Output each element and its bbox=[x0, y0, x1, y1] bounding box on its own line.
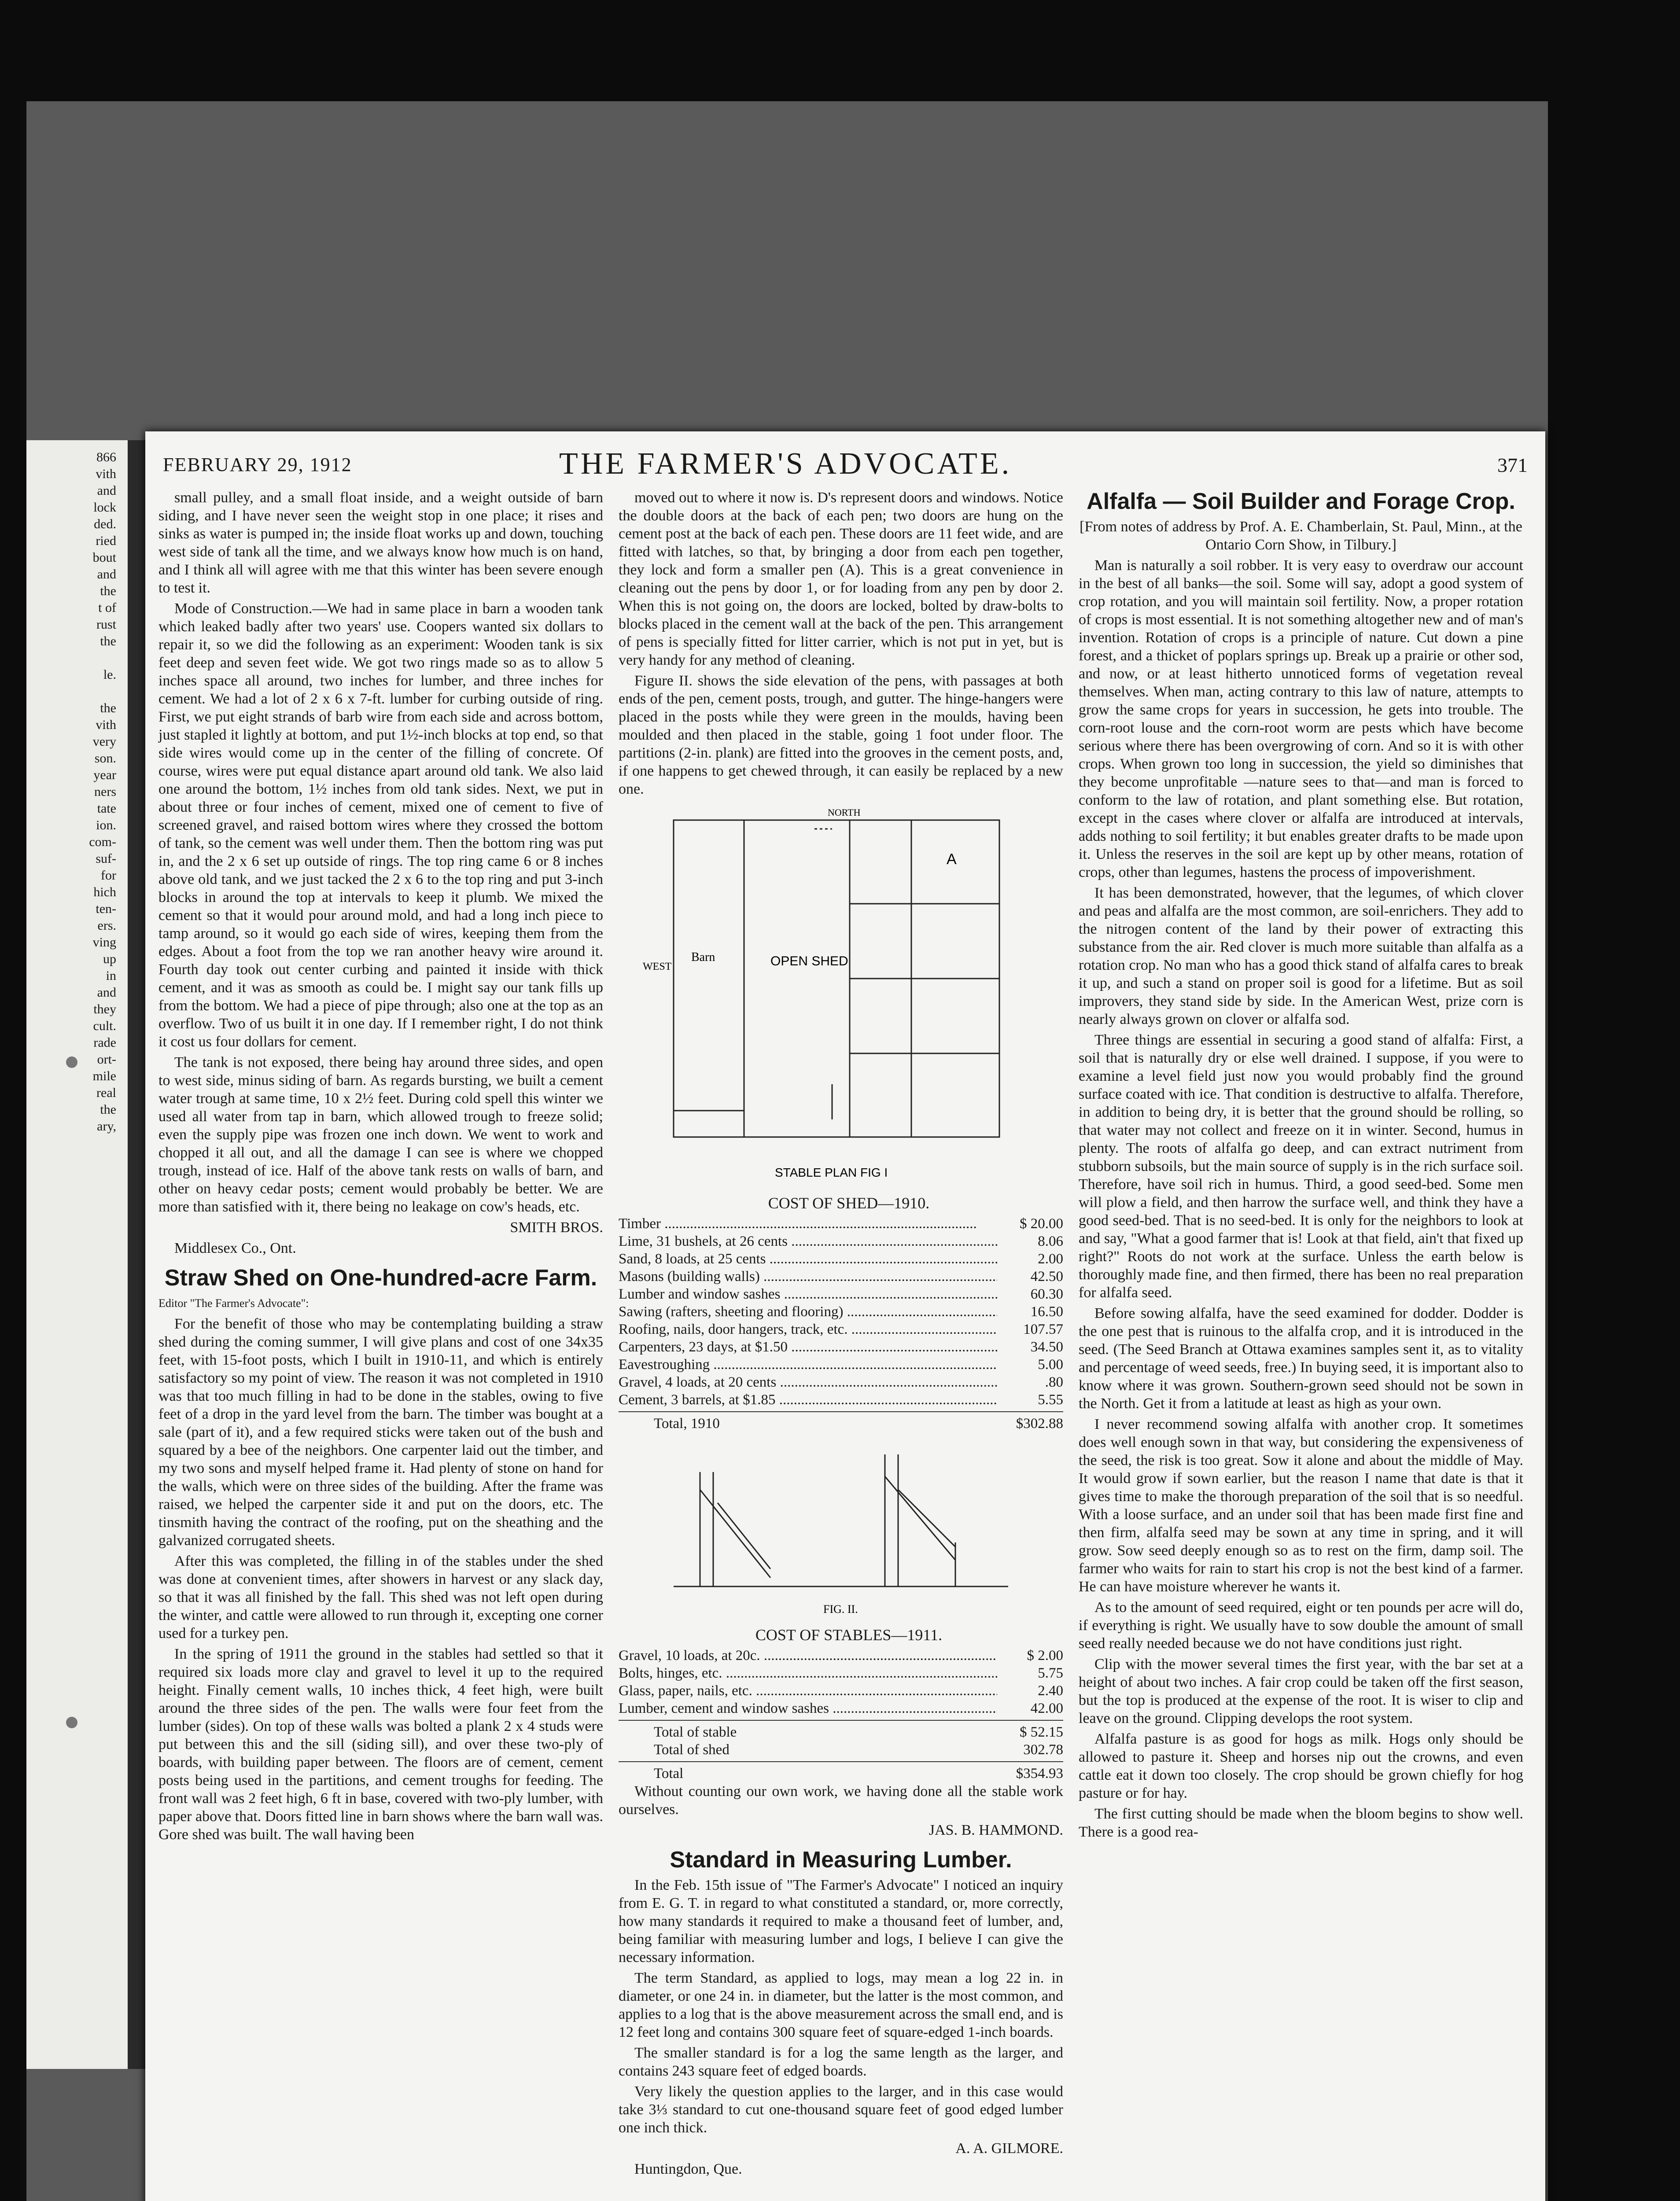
previous-page-fragment: ort- bbox=[97, 1052, 116, 1067]
article-paragraph: The tank is not exposed, there being hay around three sides, and open to west side, minus siding of barn. As regards bursting, we built a cement water trough at same time, 10 x 2½ feet. During cold spell this winter we used all water from tap in barn, which allowed trough to freeze solid; even the supply pipe was frozen one inch down. We went to work and chopped it all out, and all the damage I can see is where we chopped trough, instead of ice. Half of the above tank rests on walls of barn, and other on heavy cedar posts; cement would probably be better. We are more than satisfied with it, there being no leakage on cow's heads, etc. bbox=[158, 1054, 603, 1215]
column-1 bbox=[158, 489, 603, 1846]
cost-row bbox=[619, 1268, 1063, 1285]
previous-page-fragment: mile bbox=[92, 1069, 116, 1083]
open-shed-label: OPEN SHED bbox=[770, 954, 848, 968]
cost-label: Bolts, hinges, etc. ..... bbox=[619, 1664, 997, 1682]
cost-label: Carpenters, 23 days, at $1.50 ..... bbox=[619, 1338, 997, 1356]
cost-total-value: $354.93 bbox=[1016, 1766, 1063, 1781]
cost-row bbox=[619, 1321, 1063, 1338]
cost-total-row bbox=[619, 1411, 1063, 1432]
cost-label: Gravel, 4 loads, at 20 cents ..... bbox=[619, 1373, 997, 1391]
book-gutter bbox=[128, 440, 145, 2069]
header-title: THE FARMER'S ADVOCATE. bbox=[559, 447, 1012, 481]
previous-page-fragment: le. bbox=[103, 667, 116, 682]
cost-row bbox=[619, 1391, 1063, 1409]
binding-hole-icon bbox=[66, 1717, 77, 1728]
cost-row bbox=[619, 1700, 1063, 1717]
cost-total-label: Total, 1910 bbox=[654, 1416, 720, 1432]
cost-label: Masons (building walls) ..... bbox=[619, 1268, 997, 1285]
cost-value: 2.40 bbox=[1038, 1683, 1063, 1699]
article-paragraph: Three things are essential in securing a good stand of alfalfa: First, a soil that is naturally dry or else well drained. I suppose, if you were to examine a level field just now you would probably find the ground surface coated with ice. That condition is destructive to alfalfa. Therefore, in addition to being dry, it is better that the ground should be rolling, so that water may not collect and freeze on it in winter. Second, humus in plenty. The roots of alfalfa go deep, and can extract nutriment from stubborn subsoils, but the main source of supply is in the rich surface soil. Therefore, have soil rich in humus. Third, a good seed-bed. Some men will plow a field, and then harrow the surface well, and think they have a good seed-bed. That is no seed-bed. It is only for the neighbors to look at and say, "What a good farmer that is! Look at that field, ain't that fixed up right?" Roots do not work at the surface. Unless the earth below is thoroughly made fine, and then firmed, there has been no real preparation for alfalfa seed. bbox=[1079, 1032, 1523, 1301]
article-paragraph: The first cutting should be made when the bloom begins to show well. There is a good rea- bbox=[1079, 1806, 1523, 1840]
stable-plan-drawing bbox=[638, 802, 1043, 1190]
cost-label: Timber ..... bbox=[619, 1215, 997, 1233]
previous-page-fragment: rade bbox=[93, 1035, 116, 1050]
stable-plan-figure bbox=[638, 802, 1043, 1190]
cost-label: Sand, 8 loads, at 25 cents ..... bbox=[619, 1250, 997, 1268]
header-date: FEBRUARY 29, 1912 bbox=[163, 454, 352, 475]
previous-page-fragment: ving bbox=[92, 935, 116, 950]
previous-page-fragment: ary, bbox=[97, 1119, 116, 1134]
article-intro: [From notes of address by Prof. A. E. Chamberlain, St. Paul, Minn., at the Ontario Corn Show, in Tilbury.] bbox=[1079, 519, 1522, 553]
cost-row bbox=[619, 1233, 1063, 1250]
cost-value: 16.50 bbox=[1030, 1304, 1063, 1320]
previous-page-fragment: ried bbox=[96, 534, 116, 548]
previous-page-fragment: vith bbox=[96, 718, 116, 732]
signature: A. A. GILMORE. bbox=[955, 2140, 1063, 2157]
previous-page-fragment: t of bbox=[98, 600, 116, 615]
previous-page-fragment: ded. bbox=[94, 517, 116, 531]
previous-page-fragment: and bbox=[97, 567, 116, 582]
article-paragraph: Alfalfa pasture is as good for hogs as milk. Hogs only should be allowed to pasture it. Sheep and horses nip out the crowns, and even cattle eat it down too closely. The crop should be grown chiefly for hog pasture or for hay. bbox=[1079, 1731, 1523, 1801]
cost-table-shed bbox=[619, 1215, 1063, 1409]
previous-page-fragment: tate bbox=[97, 801, 116, 816]
previous-page-fragment: suf- bbox=[96, 851, 116, 866]
cost-value: 60.30 bbox=[1030, 1286, 1063, 1302]
previous-page-fragment: ers. bbox=[97, 918, 116, 933]
article-paragraph: Man is naturally a soil robber. It is very easy to overdraw our account in the best of all banks—the soil. Some will say, adopt a good system of crop rotation, and you will maintain soil fertility. Now, a proper rotation of crops is most essential. It is not something altogether new and of man's invention. Rotation of crops is a principle of nature. Cut down a pine forest, and a thicket of poplars springs up. Break up a prairie or other sod, and now, or at least hitherto unnoticed forms of vegetation reveal themselves. When man, acting contrary to this law of nature, attempts to grow the same crops for years in succession, he gets into trouble. The corn-root louse and the corn-root worm are pests which have become serious where there has been overgrowing of corn. And so it is with other crops. When grown too long in succession, the yield so diminishes that they become unprofitable —nature sees to that—and man is forced to conform to the law of rotation, and plant something else. But rotation, except in the cases where clover or alfalfa are introduced at intervals, adds nothing to soil fertility; it but enables greater drafts to be made upon it. Unless the reserves in the soil are kept up by other means, rotation of crops, other than legumes, hastens the process of impoverishment. bbox=[1079, 557, 1523, 880]
newspaper-page bbox=[145, 431, 1545, 2201]
previous-page-fragment: and bbox=[97, 483, 116, 498]
cost-row bbox=[619, 1250, 1063, 1268]
side-elevation-drawing bbox=[638, 1437, 1043, 1622]
cost-value: .80 bbox=[1045, 1374, 1063, 1390]
cost-label: Lumber and window sashes ..... bbox=[619, 1285, 997, 1303]
article-paragraph: After this was completed, the filling in of the stables under the shed was done at convenient times, after showers in harvest or any slack day, so that it was all finished by the fall. This shed was not left open during the winter, and cattle were allowed to run through it, excepting one corner used for a turkey pen. bbox=[158, 1553, 603, 1642]
figure-caption: FIG. II. bbox=[823, 1603, 858, 1616]
barn-label: Barn bbox=[691, 950, 715, 964]
previous-page-fragment: the bbox=[100, 1102, 116, 1117]
figure-caption: STABLE PLAN FIG I bbox=[775, 1166, 888, 1179]
film-border-top bbox=[0, 0, 1680, 101]
cost-label: Gravel, 10 loads, at 20c. ..... bbox=[619, 1647, 997, 1664]
cost-label: Cement, 3 barrels, at $1.85 ..... bbox=[619, 1391, 997, 1409]
previous-page-fragment: ion. bbox=[96, 818, 116, 832]
cost-value: 5.00 bbox=[1038, 1357, 1063, 1373]
article-paragraph: Without counting our own work, we having done all the stable work ourselves. bbox=[619, 1783, 1063, 1818]
cost-table-title: COST OF SHED—1910. bbox=[768, 1194, 930, 1212]
previous-page-fragment: lock bbox=[93, 500, 116, 515]
binding-hole-icon bbox=[66, 1056, 77, 1068]
column-3 bbox=[1079, 489, 1523, 1844]
north-label: NORTH bbox=[828, 807, 861, 818]
film-border-right bbox=[1548, 0, 1680, 2201]
article-paragraph: For the benefit of those who may be contemplating building a straw shed during the coming summer, I will give plans and cost of one 34x35 feet, with 15-foot posts, which I built in 1910-11, and which is entirely satisfactory so my point of view. The reason it was not completed in 1910 was that too much filling in had to be done in the stables, owing to five feet of a drop in the yard level from the barn. The timber was bought at a sale (part of it), and a few required sticks were taken out of the bush and squared by a bee of the neighbors. One carpenter laid out the timber, and my two sons and myself helped frame it. Had plenty of stone on hand for the walls, which were on three sides of the building. After the frame was raised, we helped the carpenter side it and put on the doors, etc. The tinsmith having the contract of the roofing, put on the sheathing and the galvanized corrugated sheets. bbox=[158, 1316, 603, 1549]
cost-value: 302.78 bbox=[1023, 1742, 1063, 1758]
article-paragraph: Figure II. shows the side elevation of the pens, with passages at both ends of the pen, cement posts, trough, and gutter. The hinge-hangers were placed in the posts while they were green in the moulds, having been moulded and then placed in the stable, going 1 foot under floor. The partitions (2-in. plank) are fitted into the grooves in the cement posts, and, if one happens to get chewed through, it can easily be replaced by a new one. bbox=[619, 673, 1063, 797]
previous-page-fragment: up bbox=[103, 952, 116, 966]
previous-page-fragments bbox=[28, 449, 116, 1135]
previous-page-fragment: son. bbox=[94, 751, 116, 766]
previous-page-fragment: in bbox=[106, 968, 116, 983]
cost-row bbox=[619, 1741, 1063, 1759]
article-heading: Straw Shed on One-hundred-acre Farm. bbox=[164, 1265, 597, 1291]
article-paragraph: small pulley, and a small float inside, and a weight outside of barn siding, and I have never seen the weight stop in one place; it rises and sinks as water is pumped in; the inside float works up and down, touching west side of tank all the time, and we always know how much is on hand, and I think all will agree with me that this winter has been severe enough to test it. bbox=[158, 490, 603, 596]
previous-page-fragment: real bbox=[96, 1086, 116, 1100]
article-paragraph: Very likely the question applies to the larger, and in this case would take 3⅓ standard to cut one-thousand square feet of good edged lumber one inch thick. bbox=[619, 2083, 1063, 2136]
editor-line: Editor "The Farmer's Advocate": bbox=[158, 1297, 309, 1310]
cost-total-row bbox=[619, 1720, 1063, 1741]
previous-page-edge bbox=[26, 440, 128, 2069]
cost-total-value: $302.88 bbox=[1016, 1416, 1063, 1432]
cost-total-label: Total of stable bbox=[654, 1724, 737, 1740]
side-elevation-figure bbox=[638, 1437, 1043, 1622]
cost-row bbox=[619, 1682, 1063, 1700]
cost-value: 42.00 bbox=[1030, 1700, 1063, 1716]
place-line: Huntingdon, Que. bbox=[634, 2161, 742, 2177]
cost-value: 5.75 bbox=[1038, 1665, 1063, 1681]
page-header bbox=[163, 445, 1528, 484]
cost-label: Glass, paper, nails, etc. ..... bbox=[619, 1682, 997, 1700]
west-label: WEST bbox=[643, 961, 672, 972]
cost-row bbox=[619, 1303, 1063, 1321]
column-2 bbox=[619, 489, 1063, 2181]
previous-page-fragment: rust bbox=[96, 617, 116, 632]
previous-page-fragment: for bbox=[101, 868, 116, 883]
cost-row bbox=[619, 1215, 1063, 1233]
previous-page-fragment: very bbox=[92, 734, 116, 749]
previous-page-fragment: year bbox=[93, 768, 116, 782]
cost-value: $ 2.00 bbox=[1027, 1648, 1063, 1664]
cost-value: $ 20.00 bbox=[1020, 1216, 1063, 1232]
previous-page-fragment: the bbox=[100, 584, 116, 598]
cost-row bbox=[619, 1356, 1063, 1373]
cost-row bbox=[619, 1373, 1063, 1391]
article-paragraph: In the spring of 1911 the ground in the stables had settled so that it required six loads more clay and gravel to level it up to the required height. Finally cement walls, 10 inches thick, 4 feet high, were built around the three sides of the pen. The walls were four feet from the lumber (sides). On top of these walls was bolted a plank 2 x 4 studs were put between this and the sill (siding sill), and over these two-ply of boards, with building paper between. The floors are of cement, cement posts being used in the partitions, and cement troughs for feeding. The front wall was 2 feet high, 6 ft in base, covered with two-ply lumber, with paper above that. Doors fitted line in barn shows where the barn wall was. Gore shed was built. The wall having been bbox=[158, 1646, 603, 1843]
previous-page-fragment bbox=[28, 683, 116, 700]
cost-value: 42.50 bbox=[1030, 1269, 1063, 1285]
cost-value: 8.06 bbox=[1038, 1233, 1063, 1249]
article-paragraph: moved out to where it now is. D's represent doors and windows. Notice the double doors at the back of each pen; two doors are hung on the cement post at the back of each pen. These doors are 11 feet wide, and are fitted with latches, so that, by bringing a door from each pen together, they lock and form a smaller pen (A). This is a great convenience in cleaning out the pens by door 1, or for loading from any pen by door 2. When this is not going on, the doors are locked, bolted by draw-bolts to blocks placed in the cement wall at the back of the pen. This arrangement of pens is specially fitted for litter carrier, which is not put in yet, but is very handy for any method of cleaning. bbox=[619, 490, 1063, 668]
previous-page-fragment: vith bbox=[96, 467, 116, 481]
article-paragraph: In the Feb. 15th issue of "The Farmer's Advocate" I noticed an inquiry from E. G. T. in regard to what constituted a standard, or, more correctly, how many standards it required to make a thousand feet of lumber, and, being familiar with measuring lumber and logs, I believe I can give the necessary information. bbox=[619, 1877, 1063, 1965]
article-paragraph: Mode of Construction.—We had in same place in barn a wooden tank which leaked badly after two years' use. Coopers wanted six dollars to repair it, so we did the following as an experiment: Wooden tank is six feet deep and seven feet wide. We got two rings made so as to allow 5 inches space all around, two inches for lumber, and three inches for cement. We had a lot of 2 x 6 x 7-ft. lumber for curbing outside of ring. First, we put eight strands of barb wire from each side and across bottom, just stapled it lightly at bottom, and put 1½-inch blocks at top end, so that side wires would come up in the center of the filling of concrete. Of course, wires were put equal distance apart around old tank. We also laid one around the bottom, 1½ inches from old tank sides. Next, we put in about three or four inches of cement, mixed one of cement to five of screened gravel, and raised bottom wires where they crossed the bottom of tank, so the cement was well under them. Then the bottom ring was put in, and the 2 x 6 set up outside of rings. The top ring came 6 or 8 inches above old tank, and we just tacked the 2 x 6 to the top ring and put 3-inch blocks in around the top at intervals to keep it plumb. We mixed the cement so that it would pour around mold, and had a long inch piece to tamp around, so it would go each side of wires, keeping them from the edges. About a foot from the top we ran another heavy wire around it. Fourth day took out center curbing and painted it inside with thick cement, and it was as smooth as could be. I might say our tank fills up from the bottom. We had a piece of pipe through; also one at the top as an overflow. Two of us built it in one day. If I remember right, I do not think it cost us four dollars for cement. bbox=[158, 600, 603, 1050]
previous-page-fragment: the bbox=[100, 701, 116, 715]
film-border-left bbox=[0, 0, 26, 2201]
header-page-number: 371 bbox=[1497, 454, 1528, 476]
cost-label: Lime, 31 bushels, at 26 cents ..... bbox=[619, 1233, 997, 1250]
article-paragraph: As to the amount of seed required, eight or ten pounds per acre will do, if everything is right. We usually have to sow double the amount of small seed really needed because we do not have conditions just right. bbox=[1079, 1599, 1523, 1652]
pen-a-label: A bbox=[947, 851, 957, 868]
article-paragraph: The smaller standard is for a log the same length as the larger, and contains 243 square feet of edged boards. bbox=[619, 2045, 1063, 2079]
previous-page-fragment: 866 bbox=[96, 450, 116, 464]
cost-label: Roofing, nails, door hangers, track, etc. ..... bbox=[619, 1321, 997, 1338]
cost-value: 107.57 bbox=[1023, 1321, 1063, 1337]
cost-value: 2.00 bbox=[1038, 1251, 1063, 1267]
previous-page-fragment: cult. bbox=[93, 1019, 116, 1033]
previous-page-fragment: ners bbox=[94, 784, 116, 799]
cost-label: Eavestroughing ..... bbox=[619, 1356, 997, 1373]
cost-row bbox=[619, 1338, 1063, 1356]
signature: SMITH BROS. bbox=[510, 1219, 603, 1236]
article-heading: Standard in Measuring Lumber. bbox=[670, 1847, 1012, 1873]
cost-row bbox=[619, 1647, 1063, 1664]
article-paragraph: The term Standard, as applied to logs, may mean a log 22 in. in diameter, or one 24 in. in diameter, but the latter is the most common, and applies to a log that is the above measurement across the small end, and is 12 feet long and contains 300 square feet of square-edged 1-inch boards. bbox=[619, 1970, 1063, 2040]
cost-total-label: Total bbox=[654, 1766, 684, 1781]
signature: JAS. B. HAMMOND. bbox=[928, 1822, 1063, 1838]
cost-table-stables bbox=[619, 1647, 1063, 1717]
article-paragraph: I never recommend sowing alfalfa with another crop. It sometimes does well enough sown in that way, but considering the expensiveness of the seed, the risk is too great. Sow it alone and about the middle of May. It would grow if sown earlier, but the reason I name that date is that it gives time to make the thorough preparation of the soil that is so needful. With a loose surface, and an under soil that has been made first fine and then firm, alfalfa seed may be sown at any time in spring, and it will grow. Sow seed deeply enough so as to rest on the firm, damp soil. The farmer who waits for rain to start his crop is not the best kind of a farmer. He can have moisture wherever he wants it. bbox=[1079, 1416, 1523, 1595]
cost-total-value: $ 52.15 bbox=[1020, 1724, 1063, 1740]
previous-page-fragment: they bbox=[93, 1002, 116, 1016]
previous-page-fragment bbox=[28, 650, 116, 666]
previous-page-fragment: ten- bbox=[96, 902, 116, 916]
article-paragraph: Before sowing alfalfa, have the seed examined for dodder. Dodder is the one pest that is ruinous to the alfalfa crop, and it is introduced in the seed. (The Seed Branch at Ottawa examines samples sent it, as to vitality and percentage of weed seeds, free.) In buying seed, it is important also to know where it was grown. Southern-grown seed should not be sown in the North. Get it from a latitude at least as high as your own. bbox=[1079, 1305, 1523, 1412]
article-heading: Alfalfa — Soil Builder and Forage Crop. bbox=[1087, 489, 1515, 514]
cost-total-row bbox=[619, 1761, 1063, 1782]
article-paragraph: It has been demonstrated, however, that the legumes, of which clover and peas and alfalfa are the most common, are soil-enrichers. They add to the nitrogen content of the land by their power of extracting this substance from the air. Red clover is much more suitable than alfalfa as a rotation crop. No man who has a good thick stand of alfalfa cares to break it up, and such a stand on proper soil is good for a lifetime. But as soil improvers, they stand side by side. In the American West, prize corn is nearly always grown on clover or alfalfa sod. bbox=[1079, 885, 1523, 1027]
cost-row bbox=[619, 1664, 1063, 1682]
cost-value: 34.50 bbox=[1030, 1339, 1063, 1355]
cost-label: Sawing (rafters, sheeting and flooring) ..... bbox=[619, 1303, 997, 1321]
article-paragraph: Clip with the mower several times the first year, with the bar set at a height of about two inches. A fair crop could be taken off the first season, but the top is produced at the expense of the root. It is wiser to clip and leave on the ground. Clipping develops the root system. bbox=[1079, 1656, 1523, 1726]
cost-table-title: COST OF STABLES—1911. bbox=[755, 1626, 943, 1644]
cost-label: Total of shed bbox=[654, 1742, 729, 1758]
previous-page-fragment: and bbox=[97, 985, 116, 1000]
cost-row bbox=[619, 1285, 1063, 1303]
previous-page-fragment: bout bbox=[92, 550, 116, 565]
cost-label: Lumber, cement and window sashes ..... bbox=[619, 1700, 997, 1717]
previous-page-fragment: the bbox=[100, 634, 116, 648]
cost-value: 5.55 bbox=[1038, 1392, 1063, 1408]
place-line: Middlesex Co., Ont. bbox=[174, 1240, 296, 1256]
previous-page-fragment: com- bbox=[89, 835, 116, 849]
previous-page-fragment: hich bbox=[93, 885, 116, 899]
